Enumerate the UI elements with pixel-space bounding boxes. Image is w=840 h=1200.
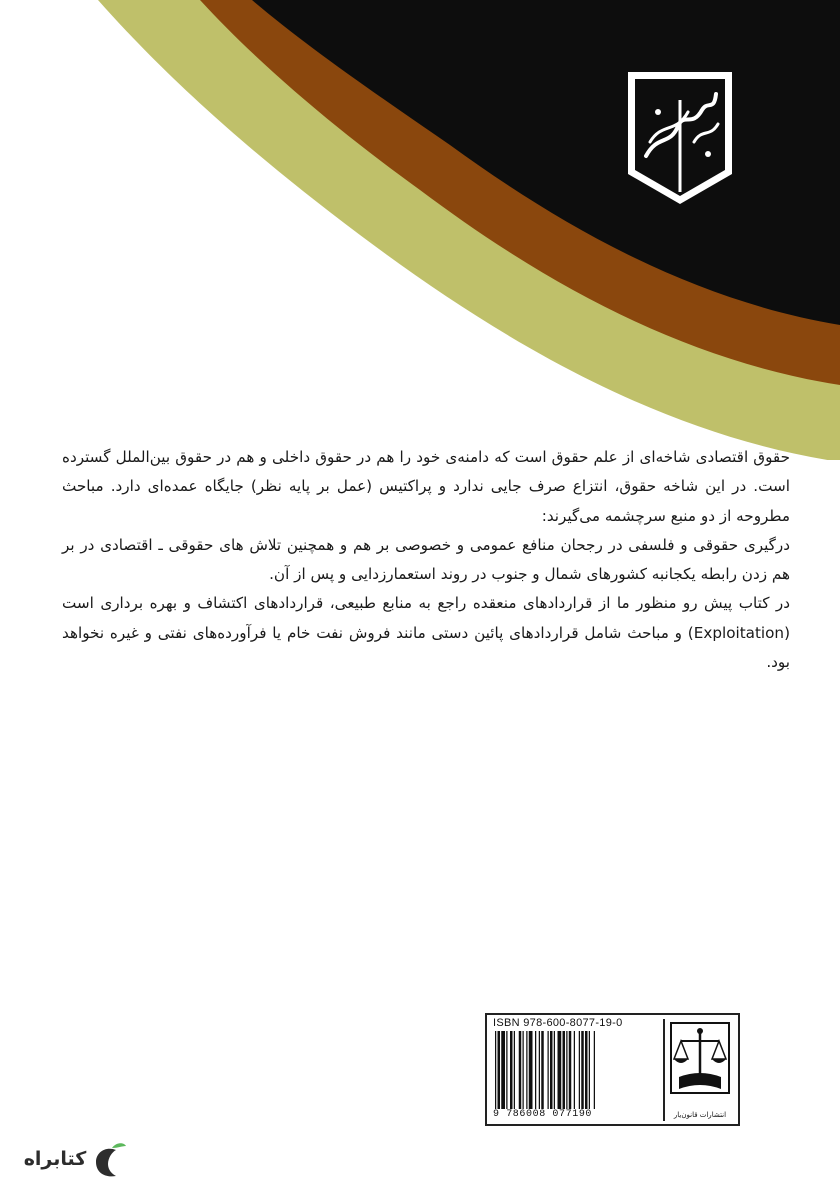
barcode-bar [523, 1031, 524, 1109]
barcode-bar [539, 1031, 540, 1109]
isbn-barcode-panel [485, 1013, 740, 1126]
isbn-label: ISBN 978-600-8077-19-0 [493, 1017, 623, 1029]
barcode-bar [569, 1031, 572, 1109]
barcode-bar [563, 1031, 566, 1109]
barcode-bar [566, 1031, 567, 1109]
barcode-bar [585, 1031, 588, 1109]
blurb-paragraph-1: حقوق اقتصادی شاخه‌ای از علم حقوق است که دامنه‌ی خود را هم در حقوق داخلی و هم در حقوق بین‌الملل گسترده است. در این شاخه حقوق، انتزاع صرف جایی ندارد و پراکتیس (عمل بر پایه نظر) جایگاه عمده‌ای دارد. مباحث مطروحه از دو منبع سرچشمه می‌گیرند: [62, 448, 790, 525]
barcode-bar [526, 1031, 527, 1109]
barcode-bar [594, 1031, 595, 1109]
barcode-bar [498, 1031, 501, 1109]
barcode-bar [581, 1031, 584, 1109]
scales-of-justice-book-icon [665, 1019, 735, 1105]
barcode-bar [554, 1031, 555, 1109]
watermark-brand: کتابراه [23, 1148, 87, 1170]
back-cover-blurb [62, 443, 790, 677]
barcode-bar [495, 1031, 496, 1109]
blurb-paragraph-3: در کتاب پیش رو منظور ما از قراردادهای منعقده راجع به منابع طبیعی، قراردادهای اکتشاف و بهره برداری است (Exploitation) و مباحث شامل قراردادهای پائین دستی مانند فروش نفت خام یا فرآورده‌های نفتی و غیره نخواهد بود. [62, 594, 790, 672]
ketabrah-leaf-icon [90, 1142, 128, 1180]
ketabrah-watermark [22, 1142, 132, 1180]
publisher-name: انتشارات قانون‌یار [673, 1111, 727, 1119]
barcode-bar [579, 1031, 580, 1109]
blurb-paragraph-2: درگیری حقوقی و فلسفی در رجحان منافع عمومی و خصوصی بر هم و همچنین تلاش های حقوقی ـ اقتصادی در بر هم زدن رابطه یکجانبه کشورهای شمال و جنوب در روند استعمارزدایی و پس از آن. [62, 535, 790, 584]
barcode-bar [541, 1031, 544, 1109]
publisher-logo [663, 1019, 735, 1121]
barcode-bar [550, 1031, 553, 1109]
barcode-bar [558, 1031, 562, 1109]
barcode-bar [589, 1031, 590, 1109]
barcode-bar [574, 1031, 575, 1109]
barcode-bar [519, 1031, 522, 1109]
barcode-bar [510, 1031, 513, 1109]
barcode-bar [535, 1031, 536, 1109]
barcode-bar [506, 1031, 507, 1109]
barcode-digits: 9 786008 077190 [493, 1109, 593, 1120]
barcode-bar [514, 1031, 515, 1109]
cover-art [0, 0, 840, 460]
barcode-bar [501, 1031, 505, 1109]
barcode-bars [493, 1031, 661, 1109]
barcode-bar [529, 1031, 533, 1109]
barcode-bar [548, 1031, 549, 1109]
